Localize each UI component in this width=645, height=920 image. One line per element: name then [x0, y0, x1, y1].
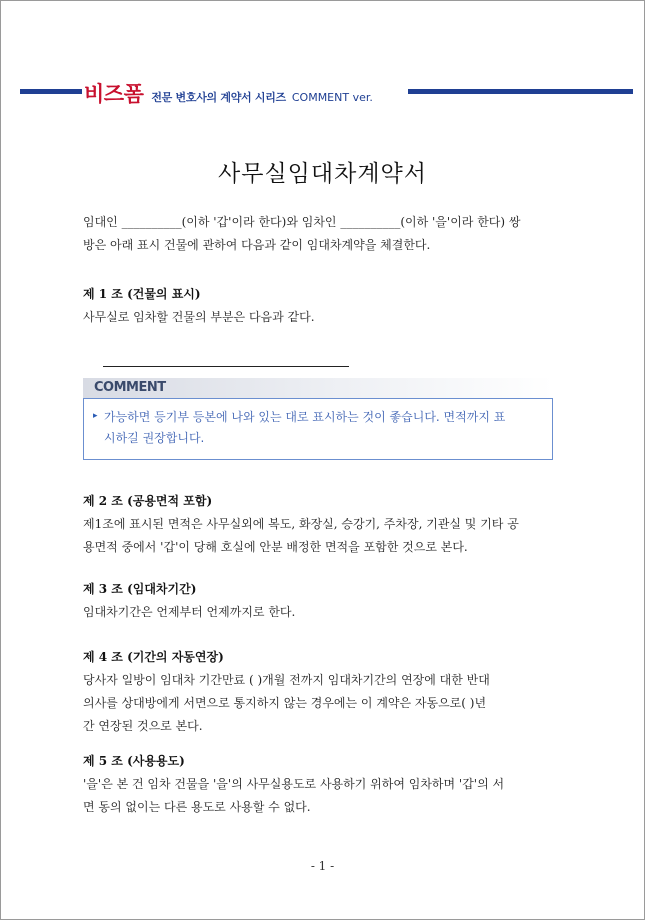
intro-line: 임대인 __________(이하 '갑'이라 한다)와 임차인 __________(이하 '을'이라 한다) 쌍 [83, 215, 521, 229]
article-body [83, 513, 555, 559]
intro-paragraph [83, 211, 555, 257]
article-body [83, 601, 555, 624]
article-line: 면 동의 없이는 다른 용도로 사용할 수 없다. [83, 800, 311, 814]
article-heading: 제 4 조 (기간의 자동연장) [83, 650, 224, 664]
article-line: 간 연장된 것으로 본다. [83, 719, 203, 733]
article-heading: 제 2 조 (공용면적 포함) [83, 494, 213, 508]
article-line: 용면적 중에서 '갑'이 당해 호실에 안분 배정한 면적을 포함한 것으로 본다. [83, 540, 468, 554]
series-title: 전문 변호사의 계약서 시리즈 [151, 91, 286, 104]
article-body [83, 306, 555, 329]
series-version: COMMENT ver. [291, 91, 373, 104]
page-number: - 1 - [310, 859, 335, 873]
property-description-blank-line [103, 366, 349, 367]
article-line: 사무실로 임차할 건물의 부분은 다음과 같다. [83, 310, 315, 324]
article-heading: 제 5 조 (사용용도) [83, 754, 185, 768]
comment-text [104, 407, 544, 449]
intro-line: 방은 아래 표시 건물에 관하여 다음과 같이 임대차계약을 체결한다. [83, 238, 431, 252]
document-title: 사무실임대차계약서 [218, 161, 427, 187]
comment-label-bar [83, 378, 553, 398]
article-line: 제1조에 표시된 면적은 사무실외에 복도, 화장실, 승강기, 주차장, 기관실 및 기타 공 [83, 517, 519, 531]
article-line: '을'은 본 건 임차 건물을 '을'의 사무실용도로 사용하기 위하여 임차하며 '갑'의 서 [83, 777, 505, 791]
article-line: 당사자 일방이 임대차 기간만료 ( )개월 전까지 임대차기간의 연장에 대한 반대 [83, 673, 490, 687]
comment-box [83, 398, 553, 460]
bullet-icon: ▸ [93, 411, 98, 421]
article-line: 임대차기간은 언제부터 언제까지로 한다. [83, 605, 296, 619]
header-band [0, 78, 645, 106]
header-rule-left [20, 89, 82, 94]
comment-line: 가능하면 등기부 등본에 나와 있는 대로 표시하는 것이 좋습니다. 면적까지 표 [104, 410, 506, 424]
header-text [84, 78, 373, 106]
comment-line: 시하길 권장합니다. [104, 431, 205, 445]
comment-label: COMMENT [94, 380, 166, 395]
header-rule-right [408, 89, 633, 94]
article-heading: 제 3 조 (임대차기간) [83, 582, 197, 596]
article-line: 의사를 상대방에게 서면으로 통지하지 않는 경우에는 이 계약은 자동으로( )년 [83, 696, 487, 710]
article-heading: 제 1 조 (건물의 표시) [83, 287, 201, 301]
article-body [83, 773, 555, 819]
brand-logo: 비즈폼 [84, 82, 144, 106]
article-body [83, 669, 555, 738]
